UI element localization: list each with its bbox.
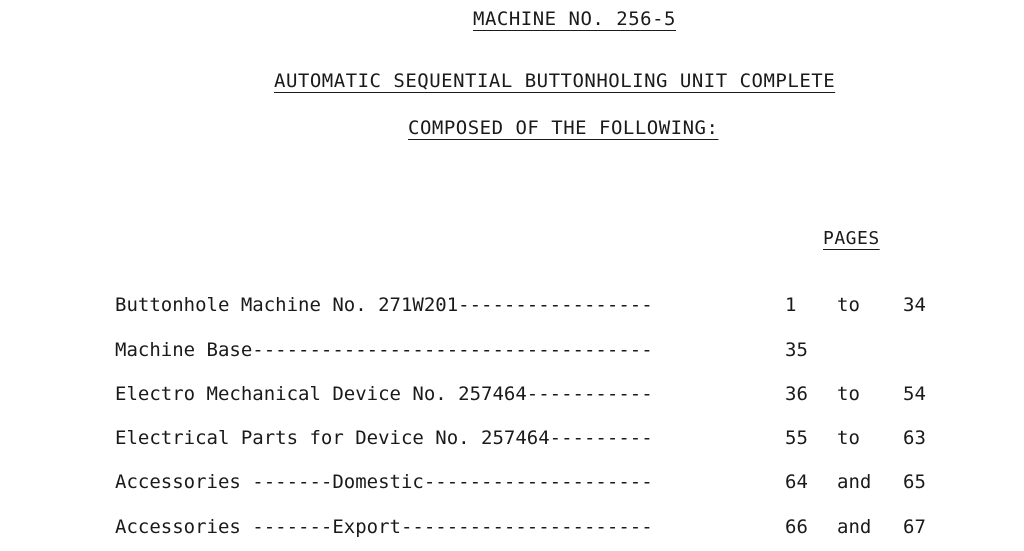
item-name: Buttonhole Machine No. 271W201----------------- (115, 294, 653, 316)
item-name: Accessories -------Export---------------------- (115, 516, 653, 538)
page-from: 35 (785, 339, 808, 361)
composed-of-heading: COMPOSED OF THE FOLLOWING: (408, 117, 719, 139)
page-from: 55 (785, 427, 808, 449)
page-from: 64 (785, 471, 808, 493)
page-to: 65 (903, 471, 926, 493)
item-name: Machine Base----------------------------------- (115, 339, 653, 361)
page-range-separator: to (837, 427, 860, 449)
list-item (0, 427, 1024, 457)
page-range-separator: to (837, 294, 860, 316)
page-from: 36 (785, 383, 808, 405)
page-range-separator: and (837, 516, 872, 538)
page-range-separator: and (837, 471, 872, 493)
item-name: Electro Mechanical Device No. 257464----------- (115, 383, 653, 405)
item-name: Electrical Parts for Device No. 257464--------- (115, 427, 653, 449)
page-from: 66 (785, 516, 808, 538)
page-to: 67 (903, 516, 926, 538)
page-to: 54 (903, 383, 926, 405)
pages-column-heading: PAGES (823, 228, 880, 249)
list-item (0, 516, 1024, 546)
list-item (0, 383, 1024, 413)
unit-title-heading: AUTOMATIC SEQUENTIAL BUTTONHOLING UNIT COMPLETE (274, 70, 836, 92)
machine-number-heading: MACHINE NO. 256-5 (473, 8, 676, 30)
page-from: 1 (785, 294, 797, 316)
page-to: 34 (903, 294, 926, 316)
list-item (0, 339, 1024, 369)
list-item (0, 471, 1024, 501)
page-to: 63 (903, 427, 926, 449)
page-range-separator: to (837, 383, 860, 405)
item-name: Accessories -------Domestic-------------------- (115, 471, 653, 493)
list-item (0, 294, 1024, 324)
